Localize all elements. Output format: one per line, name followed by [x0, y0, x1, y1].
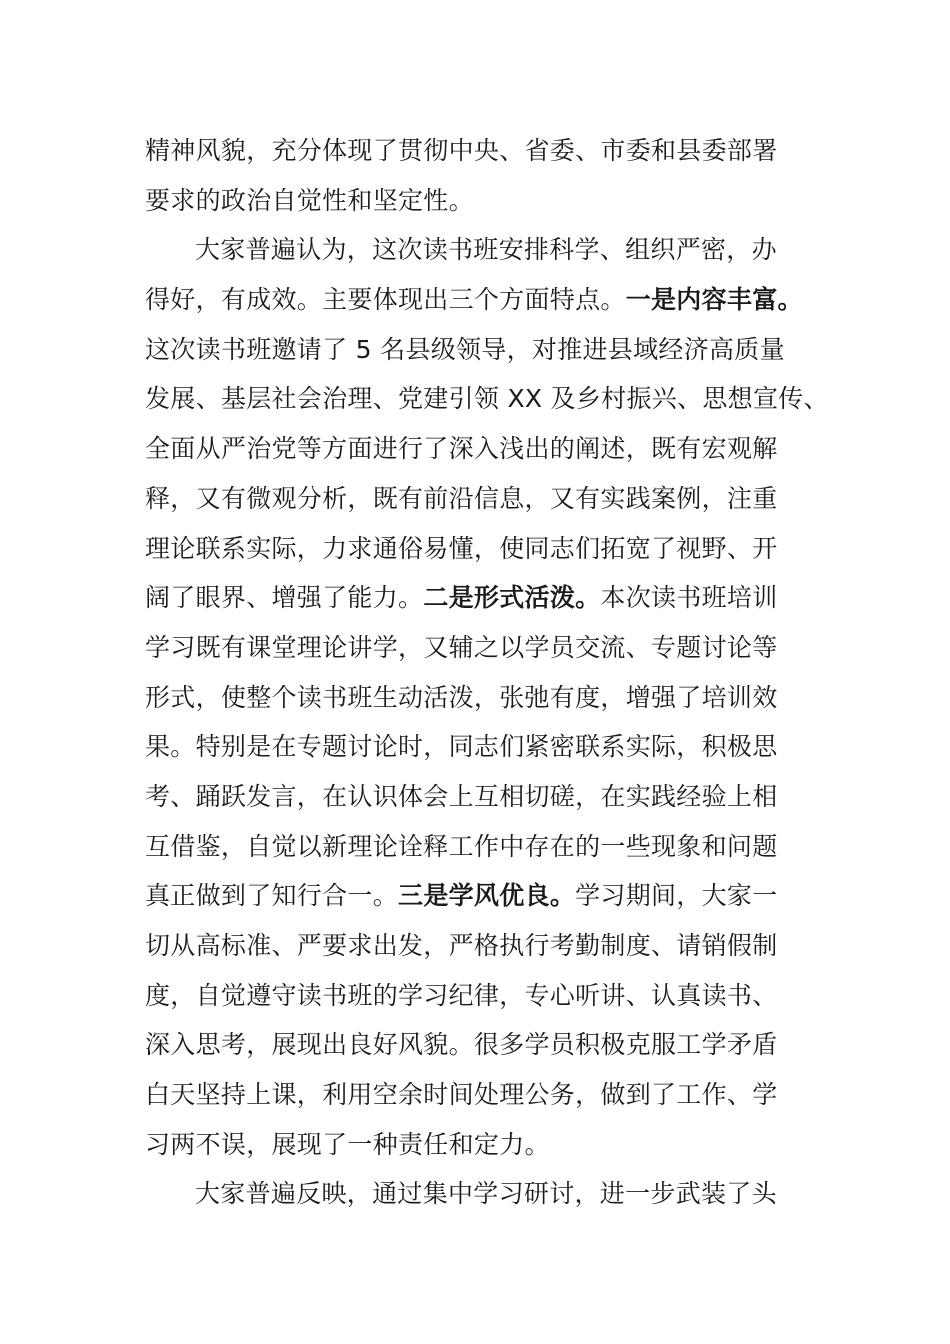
body-text — [145, 126, 829, 1219]
line-text: 习两不误，展现了一种责任和定力。 — [145, 1129, 550, 1159]
line-text: 度，自觉遵守读书班的学习纪律，专心听讲、认真读书、 — [145, 980, 778, 1010]
line-text: 全面从严治党等方面进行了深入浅出的阐述，既有宏观解 — [145, 434, 778, 464]
line-text: 大家普遍认为，这次读书班安排科学、组织严密，办 — [195, 235, 777, 265]
text-line — [145, 1120, 825, 1170]
text-line — [145, 971, 825, 1021]
line-text: 真正做到了知行合一。 — [145, 881, 399, 911]
line-text: 精神风貌，充分体现了贯彻中央、省委、市委和县委部署 — [145, 136, 778, 165]
text-line — [145, 524, 825, 574]
line-text: 考、踊跃发言，在认识体会上互相切磋，在实践经验上相 — [145, 781, 778, 811]
line-text: 深入思考，展现出良好风貌。很多学员积极克服工学矛盾 — [145, 1030, 778, 1060]
text-line — [145, 275, 825, 325]
text-line — [145, 623, 825, 673]
text-line — [145, 772, 825, 822]
paragraph-start — [145, 1169, 825, 1219]
text-line — [145, 474, 825, 524]
highlight-point-three: 三是学风优良。 — [398, 881, 576, 911]
highlight-point-one: 一是内容丰富。 — [625, 285, 803, 315]
highlight-point-two: 二是形式活泼。 — [423, 583, 601, 613]
text-line — [145, 871, 825, 921]
text-line — [145, 176, 825, 226]
line-text: 得好，有成效。主要体现出三个方面特点。 — [145, 285, 626, 315]
text-line — [145, 374, 829, 424]
line-text: 白天坚持上课，利用空余时间处理公务，做到了工作、学 — [145, 1080, 778, 1110]
line-text-after: 本次读书班培训 — [600, 583, 778, 613]
text-line — [145, 722, 825, 772]
text-line — [145, 921, 825, 971]
text-line — [145, 325, 825, 375]
line-text: 大家普遍反映，通过集中学习研讨，进一步武装了头 — [195, 1179, 777, 1209]
text-line — [145, 673, 825, 723]
line-text: 互借鉴，自觉以新理论诠释工作中存在的一些现象和问题 — [145, 831, 778, 861]
line-text: 阔了眼界、增强了能力。 — [145, 583, 424, 613]
line-text: 学习既有课堂理论讲学，又辅之以学员交流、专题讨论等 — [145, 632, 778, 662]
line-text: 发展、基层社会治理、党建引领 XX 及乡村振兴、思想宣传、 — [145, 384, 829, 414]
text-line — [145, 126, 825, 176]
line-text: 理论联系实际，力求通俗易懂，使同志们拓宽了视野、开 — [145, 533, 778, 563]
text-line — [145, 424, 825, 474]
text-line — [145, 1070, 825, 1120]
line-text-after: 学习期间，大家一 — [575, 881, 778, 911]
line-text: 果。特别是在专题讨论时，同志们紧密联系实际，积极思 — [145, 732, 778, 762]
line-text: 切从高标准、严要求出发，严格执行考勤制度、请销假制 — [145, 931, 778, 960]
line-text: 要求的政治自觉性和坚定性。 — [145, 185, 474, 215]
line-text: 释，又有微观分析，既有前沿信息，又有实践案例，注重 — [145, 483, 778, 513]
line-text: 这次读书班邀请了 5 名县级领导，对推进县域经济高质量 — [145, 334, 785, 364]
line-text: 形式，使整个读书班生动活泼，张弛有度，增强了培训效 — [145, 682, 778, 712]
text-line — [145, 573, 825, 623]
text-line — [145, 822, 825, 872]
paragraph-start — [145, 225, 825, 275]
text-line — [145, 1020, 825, 1070]
